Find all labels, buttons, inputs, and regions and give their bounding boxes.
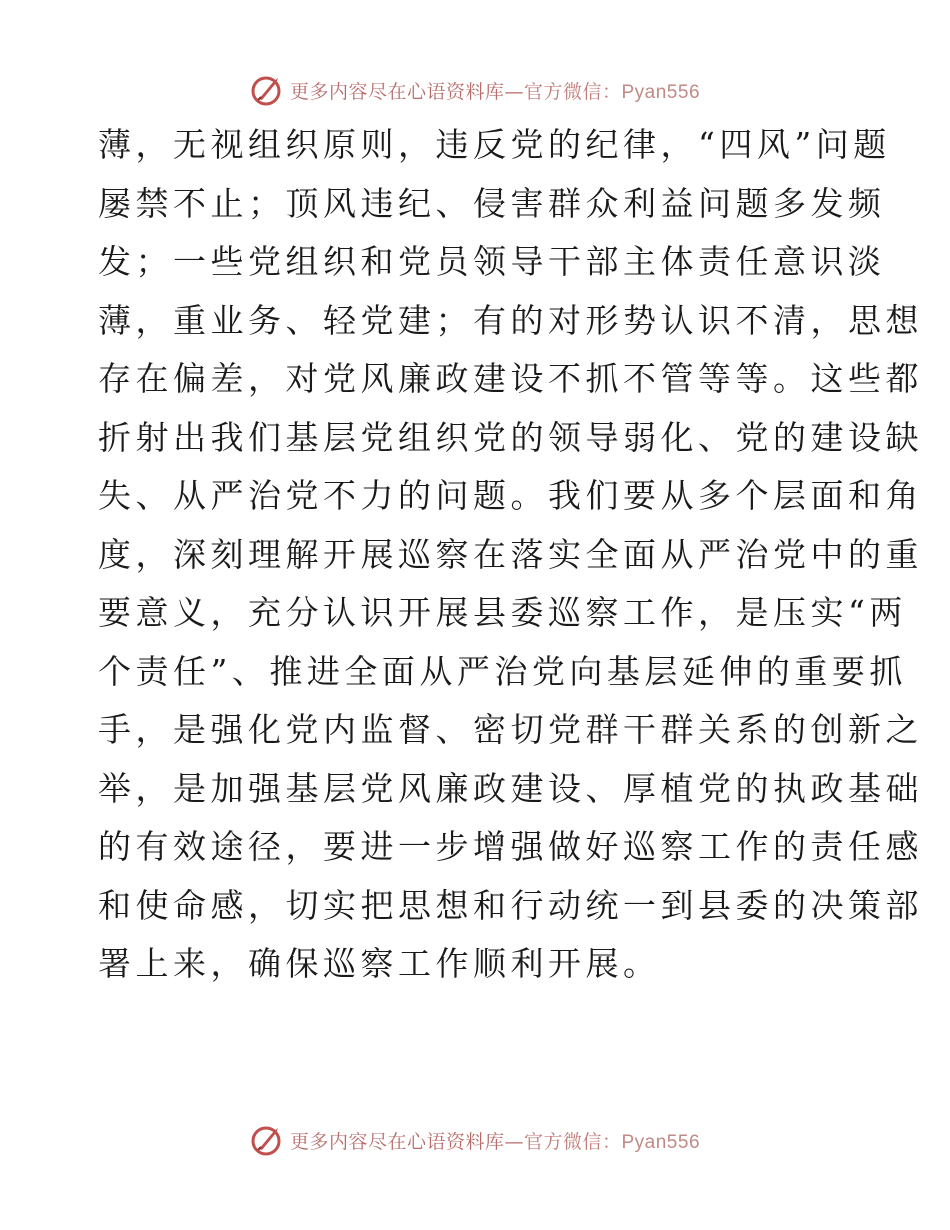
footer-watermark (0, 1120, 950, 1160)
body-line: 折射出我们基层党组织党的领导弱化、党的建设缺 (98, 417, 923, 457)
body-line: 发；一些党组织和党员领导干部主体责任意识淡 (98, 242, 886, 281)
watermark-site-text: 更多内容尽在心语资料库— (289, 80, 524, 103)
document-body (98, 116, 923, 994)
body-line: 手，是强化党内监督、密切党群干群关系的创新之 (98, 710, 923, 749)
body-line: 屡禁不止；顶风违纪、侵害群众利益问题多发频 (98, 183, 886, 223)
body-line: 署上来，确保巡察工作顺利开展。 (98, 944, 661, 983)
body-line: 的有效途径，要进一步增强做好巡察工作的责任感 (98, 827, 923, 866)
body-line: 存在偏差，对党风廉政建设不抓不管等等。这些都 (98, 359, 923, 398)
watermark-site-text: 更多内容尽在心语资料库— (289, 1130, 524, 1153)
watermark-text (290, 1127, 700, 1154)
body-line: 薄，无视组织原则，违反党的纪律，“四风”问题 (98, 125, 891, 164)
body-line: 要意义，充分认识开展县委巡察工作，是压实“两 (98, 593, 907, 632)
watermark-wechat-label: 官方微信： (523, 80, 622, 103)
body-line: 个责任”、推进全面从严治党向基层延伸的重要抓 (98, 651, 907, 691)
watermark-wechat-id: Pyan556 (621, 81, 701, 103)
quill-circle-icon (250, 1123, 284, 1157)
watermark-text (290, 77, 700, 104)
body-line: 薄，重业务、轻党建；有的对形势认识不清，思想 (98, 300, 923, 340)
body-line: 失、从严治党不力的问题。我们要从多个层面和角 (98, 476, 923, 515)
watermark-wechat-label: 官方微信： (523, 1130, 622, 1153)
body-line: 举，是加强基层党风廉政建设、厚植党的执政基础 (98, 768, 923, 808)
body-line: 度，深刻理解开展巡察在落实全面从严治党中的重 (98, 534, 923, 574)
watermark-wechat-id: Pyan556 (621, 1131, 701, 1153)
quill-circle-icon (250, 73, 284, 107)
header-watermark (0, 70, 950, 110)
body-line: 和使命感，切实把思想和行动统一到县委的决策部 (98, 885, 923, 925)
